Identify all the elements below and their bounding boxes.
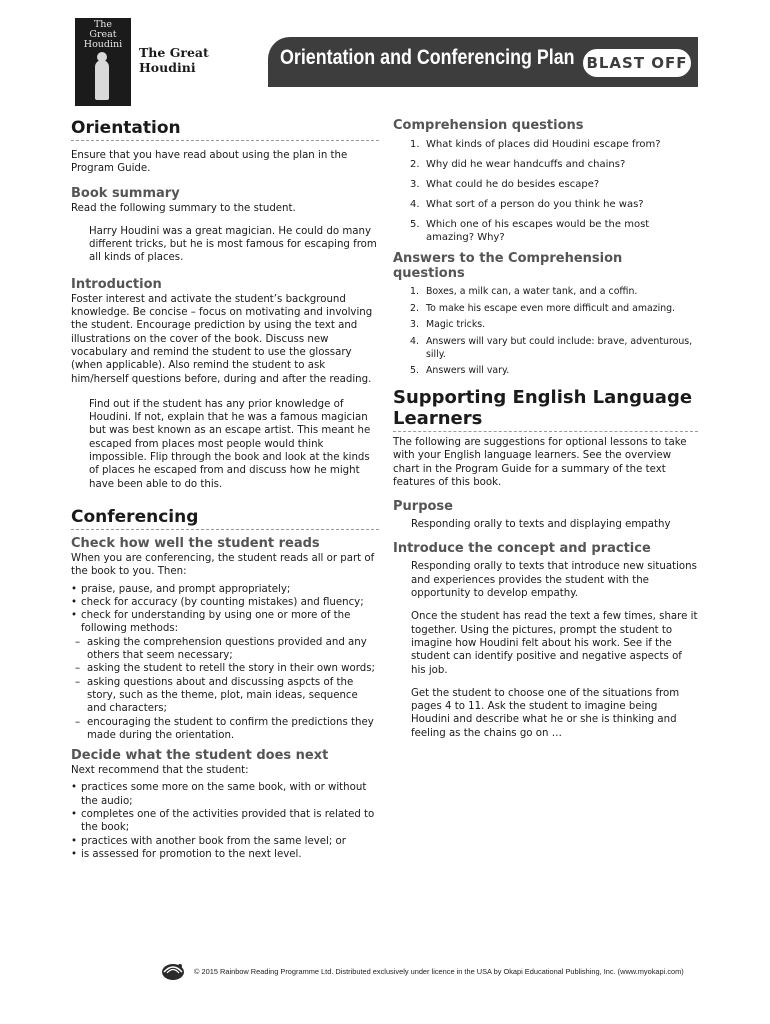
list-item: – asking the student to retell the story in their own words;	[71, 662, 379, 675]
footer	[160, 960, 684, 984]
concept-paragraph-1: Responding orally to texts that introduce new situations and experiences provides the student with the opportunity to develop empathy.	[411, 561, 697, 600]
list-item: 4. What sort of a person do you think he was?	[410, 199, 644, 210]
purpose-heading: Purpose	[393, 499, 453, 515]
ell-heading: Supporting English Language Learners	[393, 387, 698, 432]
next-steps-heading: Decide what the student does next	[71, 748, 329, 764]
list-item: 1. What kinds of places did Houdini escape from?	[410, 139, 661, 150]
right-column	[393, 118, 698, 740]
book-summary-text: Harry Houdini was a great magician. He could do many different tricks, but he is most famous for escaping from all kinds of places.	[89, 225, 377, 264]
introduction-heading: Introduction	[71, 276, 162, 292]
book-title-line2: Houdini	[139, 60, 196, 75]
orientation-intro: Ensure that you have read about using the plan in the Program Guide.	[71, 150, 348, 175]
list-item: • is assessed for promotion to the next level.	[71, 848, 379, 861]
list-item: – asking questions about and discussing aspcts of the story, such as the theme, plot, main ideas, sequence and characters;	[71, 676, 379, 716]
next-steps-intro: Next recommend that the student:	[71, 765, 249, 777]
check-reading-list	[71, 583, 379, 636]
list-item: • practices some more on the same book, with or without the audio;	[71, 781, 379, 808]
cover-title: The Great Houdini	[83, 19, 123, 50]
book-cover-image	[75, 18, 131, 106]
list-item: 3. Magic tricks.	[410, 319, 486, 330]
next-steps-list	[71, 781, 379, 861]
check-reading-intro: When you are conferencing, the student reads all or part of the book to you. Then:	[71, 552, 375, 578]
purpose-text: Responding orally to texts and displaying empathy	[411, 519, 671, 531]
list-item: 3. What could he do besides escape?	[410, 179, 600, 190]
book-title	[139, 45, 209, 75]
book-summary-instruction: Read the following summary to the student.	[71, 202, 296, 214]
cover-figure	[95, 60, 109, 100]
orientation-heading: Orientation	[71, 118, 379, 141]
page-title: Orientation and Conferencing Plan	[280, 46, 575, 69]
list-item: • check for accuracy (by counting mistakes) and fluency;	[71, 596, 379, 609]
book-summary-heading: Book summary	[71, 185, 180, 201]
list-item: – encouraging the student to confirm the predictions they made during the orientation.	[71, 716, 379, 743]
methods-list	[71, 636, 379, 742]
ell-intro: The following are suggestions for optional lessons to take with your English language learners. See the overview chart in the Program Guide for a summary of the text features of this book.	[393, 437, 687, 488]
list-item: 2. Why did he wear handcuffs and chains?	[410, 159, 626, 170]
list-item: 4. Answers will vary but could include: brave, adventurous, silly.	[410, 335, 693, 360]
answers-heading: Answers to the Comprehension questions	[393, 251, 623, 281]
rainbow-reading-logo-icon	[160, 960, 186, 982]
concept-heading: Introduce the concept and practice	[393, 541, 651, 557]
introduction-body: Foster interest and activate the student’s background knowledge. Be concise – focus on motivating and involving the student. Encourage prediction by using the text and illustrations on the cover of the book. Discuss new vocabulary and remind the student to use the glossary (when applicable). Also remind the student to ask him/herself questions before, during and after the reading.	[71, 293, 373, 385]
comprehension-heading: Comprehension questions	[393, 118, 584, 133]
list-item: – asking the comprehension questions provided and any others that seem necessary;	[71, 636, 379, 663]
list-item: 1. Boxes, a milk can, a water tank, and a coffin.	[410, 286, 638, 297]
left-column	[71, 118, 379, 861]
list-item: • check for understanding by using one or more of the following methods:	[71, 609, 379, 636]
badge-label: BLAST OFF	[586, 54, 688, 72]
concept-paragraph-2: Once the student has read the text a few times, share it together. Using the pictures, prompt the student to imagine how Houdini felt about his work. See if the student can identify positive and negative aspects of his job.	[411, 611, 698, 676]
list-item: 2. To make his escape even more difficult and amazing.	[410, 302, 676, 314]
comprehension-questions-list	[393, 138, 698, 244]
book-title-line1: The Great	[139, 45, 209, 60]
blast-off-badge	[581, 47, 693, 79]
concept-paragraph-3: Get the student to choose one of the situations from pages 4 to 11. Ask the student to imagine being Houdini and describe what he or she is thinking and feeling as the chains go on …	[411, 687, 680, 739]
footer-copyright: © 2015 Rainbow Reading Programme Ltd. Distributed exclusively under licence in the USA by Okapi Educational Publishing, Inc. (www.myokapi.com)	[194, 967, 684, 976]
list-item: 5. Answers will vary.	[410, 365, 510, 376]
list-item: 5. Which one of his escapes would be the most amazing? Why?	[410, 219, 650, 243]
list-item: • practices with another book from the same level; or	[71, 835, 379, 848]
check-reading-heading: Check how well the student reads	[71, 535, 320, 551]
introduction-script: Find out if the student has any prior knowledge of Houdini. If not, explain that he was a famous magician but was best known as an escape artist. This meant he escaped from places most people would think impossible. Flip through the book and look at the kinds of places he escaped from and discuss how he might have been able to do this.	[89, 398, 371, 490]
list-item: • praise, pause, and prompt appropriately;	[71, 583, 379, 596]
answers-list	[393, 285, 698, 377]
list-item: • completes one of the activities provided that is related to the book;	[71, 808, 379, 835]
conferencing-heading: Conferencing	[71, 507, 379, 530]
